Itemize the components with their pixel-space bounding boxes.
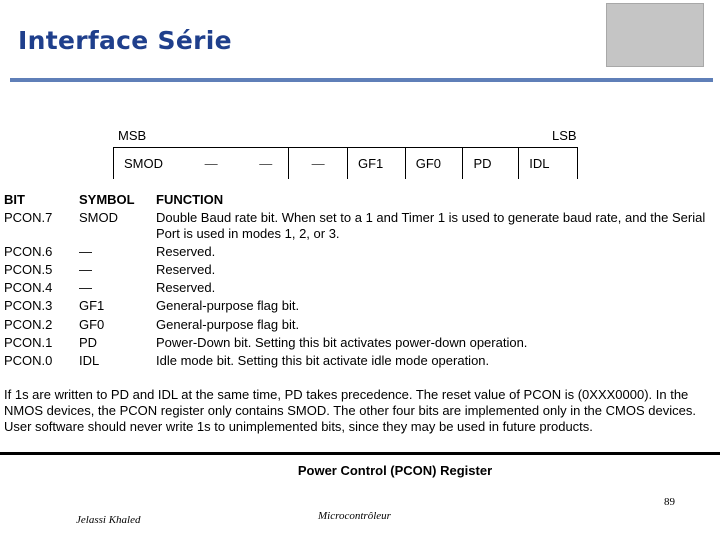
row-symbol: —: [79, 244, 92, 259]
slide-title: Interface Série: [18, 26, 232, 55]
row-bit: PCON.7: [4, 210, 53, 225]
register-note: If 1s are written to PD and IDL at the same time, PD takes precedence. The reset value of PCON is (0XXX0000). In the NMOS devices, the PCON register only contains SMOD. The other four bits are implemented only in the CMOS devices. User software should never write 1s to unimplemented bits, since they may be used in future products.: [4, 387, 696, 434]
title-underline: [10, 78, 713, 82]
register-cell-group-smod: [114, 148, 289, 179]
course-footer: Microcontrôleur: [318, 510, 391, 522]
lsb-label: LSB: [552, 128, 577, 143]
register-cell-bit0: IDL: [529, 156, 550, 171]
row-function: Idle mode bit. Setting this bit activate idle mode operation.: [156, 353, 490, 368]
table-row: [0, 280, 720, 298]
row-symbol: GF1: [79, 298, 105, 313]
row-function: Reserved.: [156, 244, 216, 259]
register-cell-bit6: —: [204, 156, 218, 171]
caption-divider: [0, 452, 720, 455]
row-function: General-purpose flag bit.: [156, 298, 300, 313]
figure-caption: Power Control (PCON) Register: [297, 463, 493, 478]
register-cell-bit4-text: —: [311, 156, 325, 171]
row-bit: PCON.6: [4, 244, 53, 259]
register-cell-bit4: [289, 148, 348, 179]
row-bit: PCON.1: [4, 335, 53, 350]
row-bit: PCON.3: [4, 298, 53, 313]
register-cell-bit7: SMOD: [124, 156, 163, 171]
table-row: [0, 335, 720, 353]
header-function: FUNCTION: [156, 192, 224, 207]
row-bit: PCON.2: [4, 317, 53, 332]
row-symbol: SMOD: [79, 210, 118, 225]
row-function: Reserved.: [156, 280, 216, 295]
table-row: [0, 298, 720, 316]
row-function: Reserved.: [156, 262, 216, 277]
register-cell-bit1: PD: [463, 148, 519, 179]
msb-label: MSB: [118, 128, 147, 143]
pcon-register-diagram: [113, 147, 578, 179]
table-row: [0, 353, 720, 371]
row-function: General-purpose flag bit.: [156, 317, 300, 332]
row-bit: PCON.5: [4, 262, 53, 277]
table-row: [0, 317, 720, 335]
register-cell-bit5: —: [259, 156, 273, 171]
header-bit: BIT: [4, 192, 25, 207]
header-symbol: SYMBOL: [79, 192, 135, 207]
corner-placeholder-box: [606, 3, 704, 67]
page-number: 89: [664, 496, 675, 508]
row-symbol: GF0: [79, 317, 105, 332]
row-function: Power-Down bit. Setting this bit activates power-down operation.: [156, 335, 528, 350]
table-row: [0, 244, 720, 262]
row-symbol: PD: [79, 335, 98, 350]
author-footer: Jelassi Khaled: [76, 514, 141, 526]
row-symbol: —: [79, 280, 92, 295]
row-symbol: —: [79, 262, 92, 277]
table-row: [0, 210, 720, 241]
row-symbol: IDL: [79, 353, 100, 368]
register-cell-bit3: GF1: [348, 148, 406, 179]
table-row: [0, 262, 720, 280]
register-cell-bit2: GF0: [406, 148, 464, 179]
row-bit: PCON.0: [4, 353, 53, 368]
row-bit: PCON.4: [4, 280, 53, 295]
row-function: Double Baud rate bit. When set to a 1 and Timer 1 is used to generate baud rate, and the Serial Port is used in modes 1, 2, or 3.: [156, 210, 706, 241]
